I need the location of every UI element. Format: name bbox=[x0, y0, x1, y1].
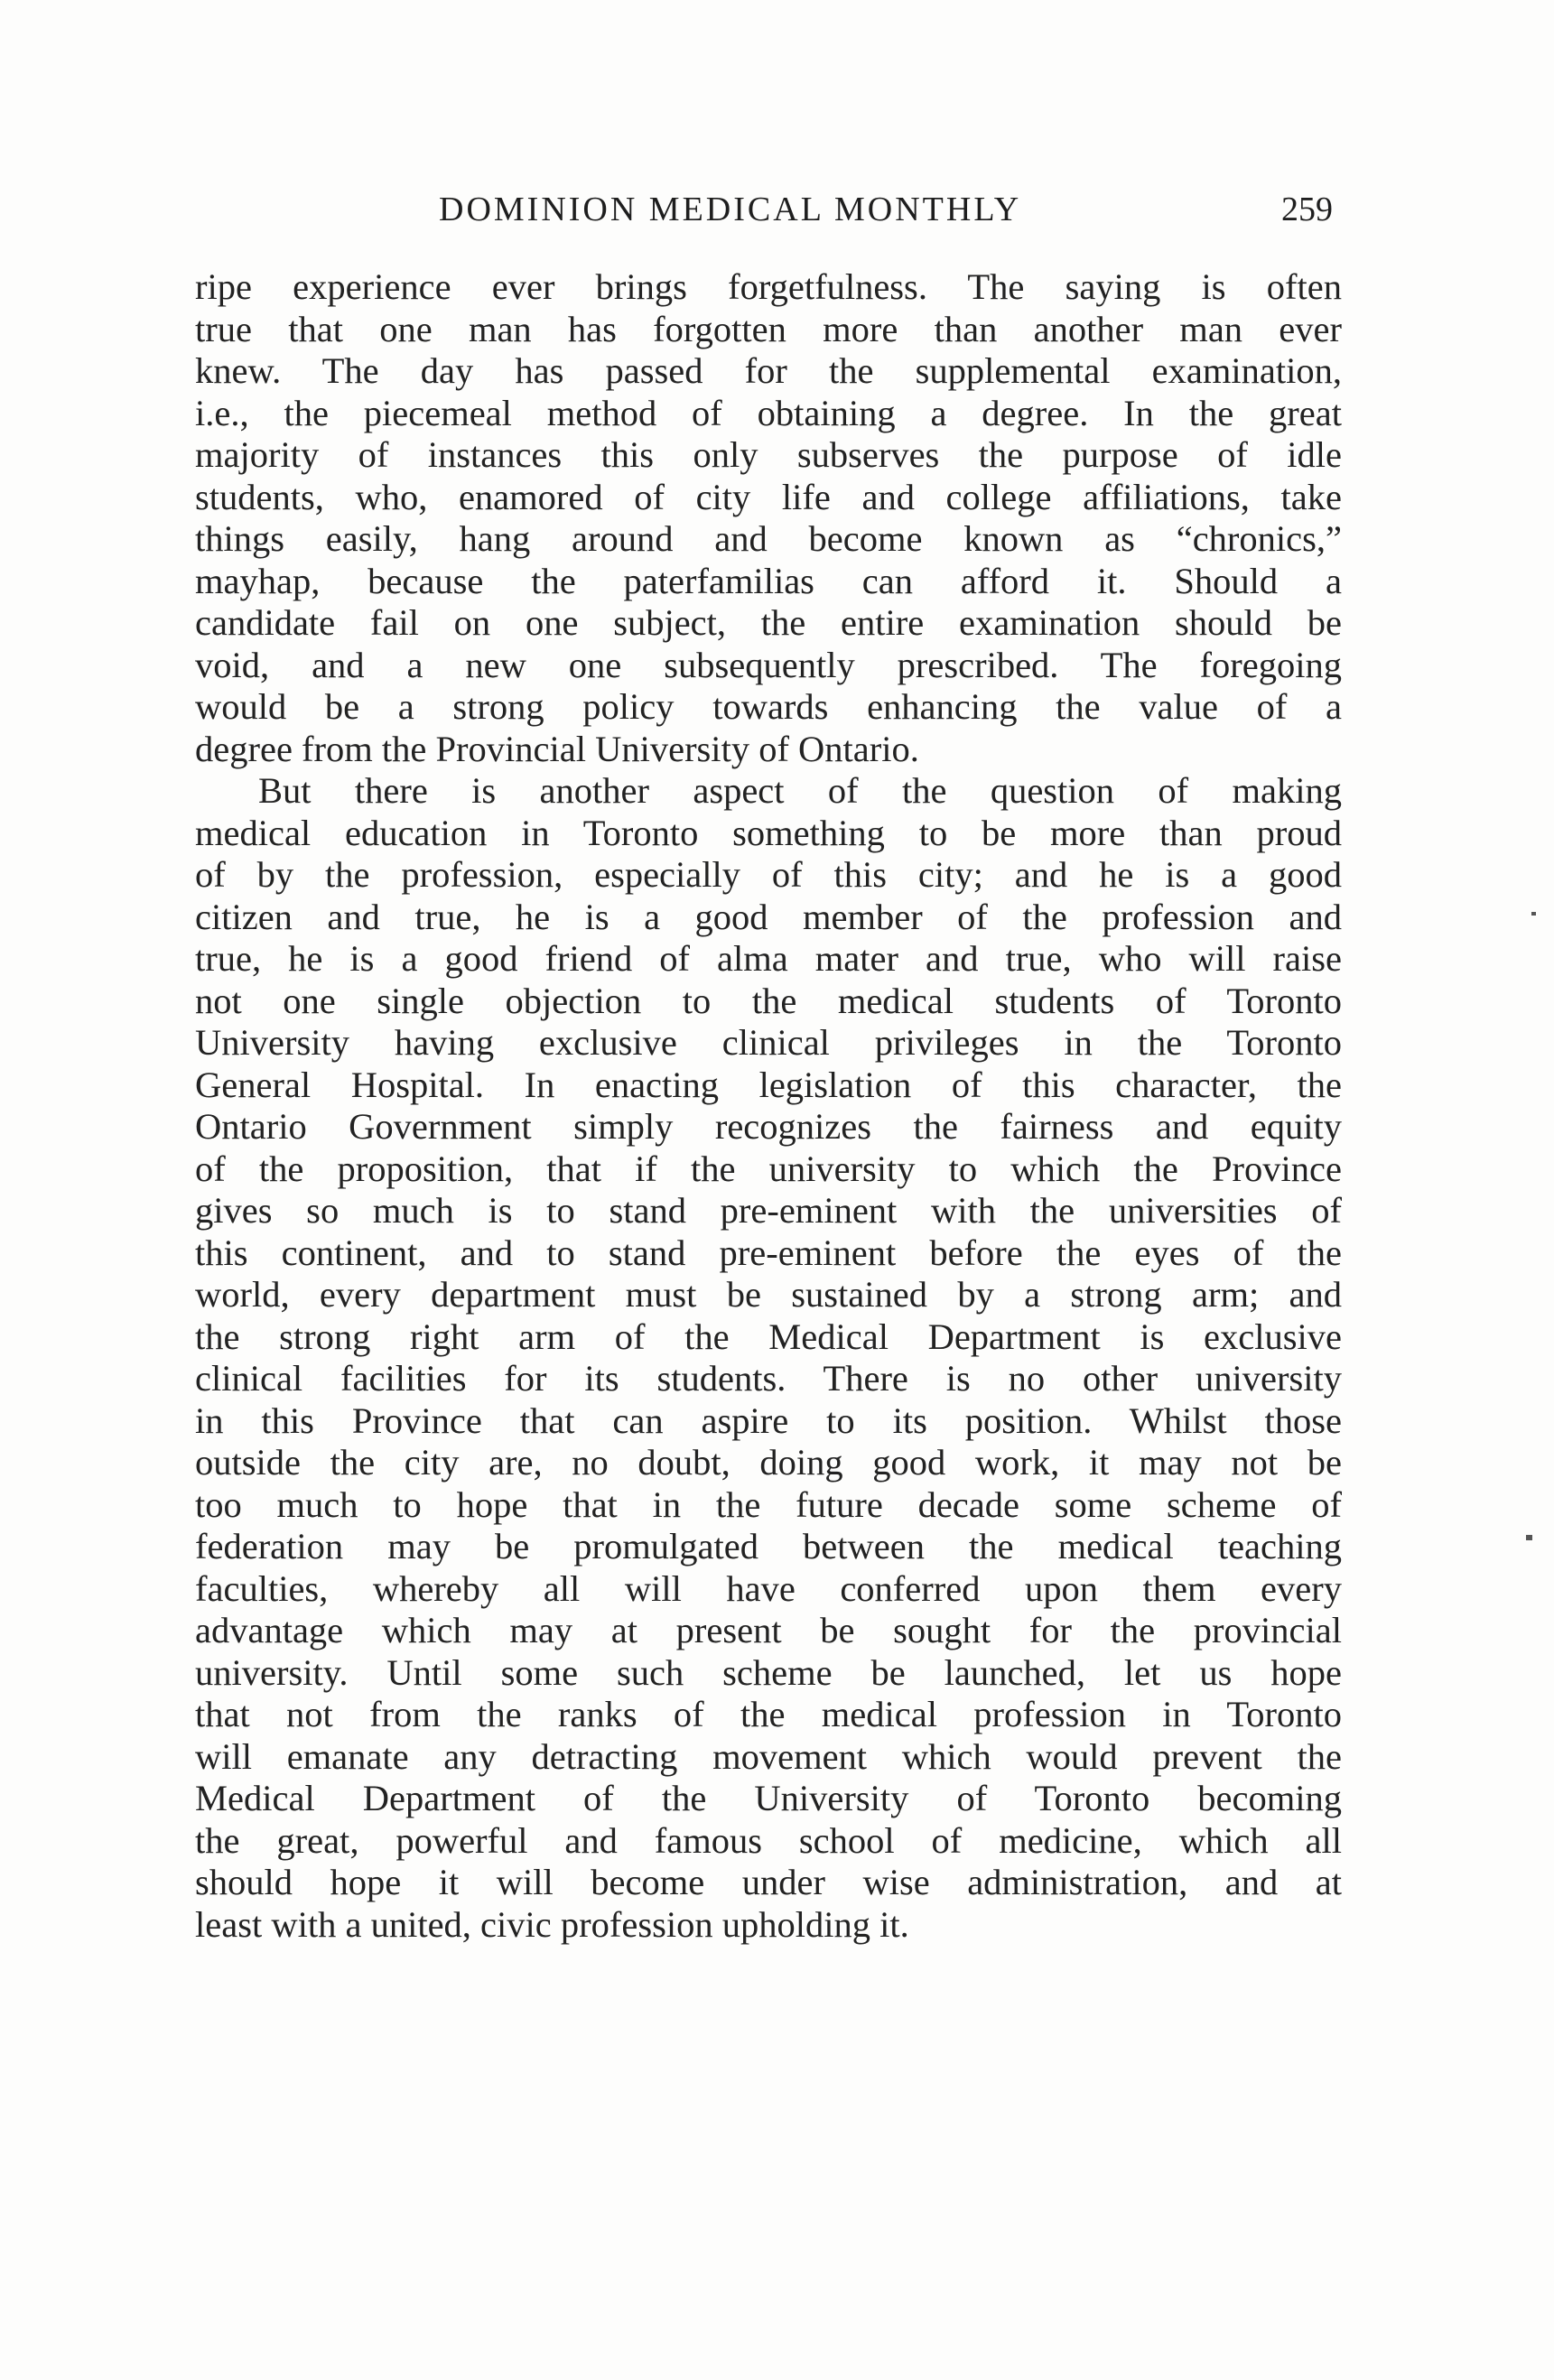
text-line: things easily, hang around and become known as “chronics,” bbox=[195, 518, 1342, 559]
text-line: of the proposition, that if the university to which the Province bbox=[195, 1148, 1342, 1189]
text-line: General Hospital. In enacting legislation of this character, the bbox=[195, 1064, 1342, 1105]
text-line: gives so much is to stand pre-eminent with the universities of bbox=[195, 1190, 1342, 1231]
text-line: medical education in Toronto something to be more than proud bbox=[195, 812, 1342, 853]
text-line: clinical facilities for its students. There is no other university bbox=[195, 1358, 1342, 1399]
margin-speck bbox=[1531, 912, 1536, 916]
text-line: majority of instances this only subserves the purpose of idle bbox=[195, 434, 1342, 475]
running-title: DOMINION MEDICAL MONTHLY bbox=[439, 191, 1022, 228]
text-line: not one single objection to the medical students of Toronto bbox=[195, 980, 1342, 1021]
text-line: the strong right arm of the Medical Department is exclusive bbox=[195, 1316, 1342, 1357]
text-line: in this Province that can aspire to its position. Whilst those bbox=[195, 1399, 1342, 1441]
text-line: least with a united, civic profession upholding it. bbox=[195, 1903, 909, 1945]
text-line: would be a strong policy towards enhancing the value of a bbox=[195, 686, 1342, 727]
text-line: Medical Department of the University of Toronto becoming bbox=[195, 1778, 1342, 1818]
text-line: university. Until some such scheme be launched, let us hope bbox=[195, 1651, 1342, 1693]
text-line: will emanate any detracting movement which would prevent the bbox=[195, 1735, 1342, 1777]
text-line: students, who, enamored of city life and college affiliations, take bbox=[195, 476, 1342, 517]
text-line: faculties, whereby all will have conferred upon them every bbox=[195, 1567, 1342, 1609]
text-line: i.e., the piecemeal method of obtaining a degree. In the great bbox=[195, 392, 1342, 433]
body-text bbox=[195, 266, 1342, 1946]
text-line: ripe experience ever brings forgetfulness. The saying is often bbox=[195, 266, 1342, 307]
text-line: should hope it will become under wise administration, and at bbox=[195, 1862, 1342, 1902]
page-number: 259 bbox=[1281, 191, 1333, 228]
text-line: that not from the ranks of the medical profession in Toronto bbox=[195, 1694, 1342, 1734]
text-line: degree from the Provincial University of Ontario. bbox=[195, 728, 919, 769]
text-line: void, and a new one subsequently prescribed. The foregoing bbox=[195, 644, 1342, 685]
text-line: advantage which may at present be sought for the provincial bbox=[195, 1610, 1342, 1650]
text-line: true that one man has forgotten more than another man ever bbox=[195, 308, 1342, 349]
text-line: mayhap, because the paterfamilias can afford it. Should a bbox=[195, 560, 1342, 601]
text-line: this continent, and to stand pre-eminent before the eyes of the bbox=[195, 1232, 1342, 1273]
text-line: candidate fail on one subject, the entire examination should be bbox=[195, 602, 1342, 643]
text-line: too much to hope that in the future decade some scheme of bbox=[195, 1483, 1342, 1525]
text-line: world, every department must be sustained by a strong arm; and bbox=[195, 1274, 1342, 1315]
text-line: outside the city are, no doubt, doing good work, it may not be bbox=[195, 1442, 1342, 1483]
text-line: But there is another aspect of the question of making bbox=[258, 770, 1342, 811]
text-line: federation may be promulgated between the medical teaching bbox=[195, 1526, 1342, 1567]
page-header bbox=[195, 184, 1342, 238]
text-line: knew. The day has passed for the supplemental examination, bbox=[195, 350, 1342, 391]
margin-speck bbox=[1526, 1535, 1532, 1540]
text-line: the great, powerful and famous school of medicine, which all bbox=[195, 1819, 1342, 1861]
text-line: of by the profession, especially of this city; and he is a good bbox=[195, 854, 1342, 895]
text-line: true, he is a good friend of alma mater and true, who will raise bbox=[195, 938, 1342, 979]
text-line: citizen and true, he is a good member of the profession and bbox=[195, 896, 1342, 937]
text-line: University having exclusive clinical privileges in the Toronto bbox=[195, 1022, 1342, 1063]
text-line: Ontario Government simply recognizes the fairness and equity bbox=[195, 1106, 1342, 1147]
